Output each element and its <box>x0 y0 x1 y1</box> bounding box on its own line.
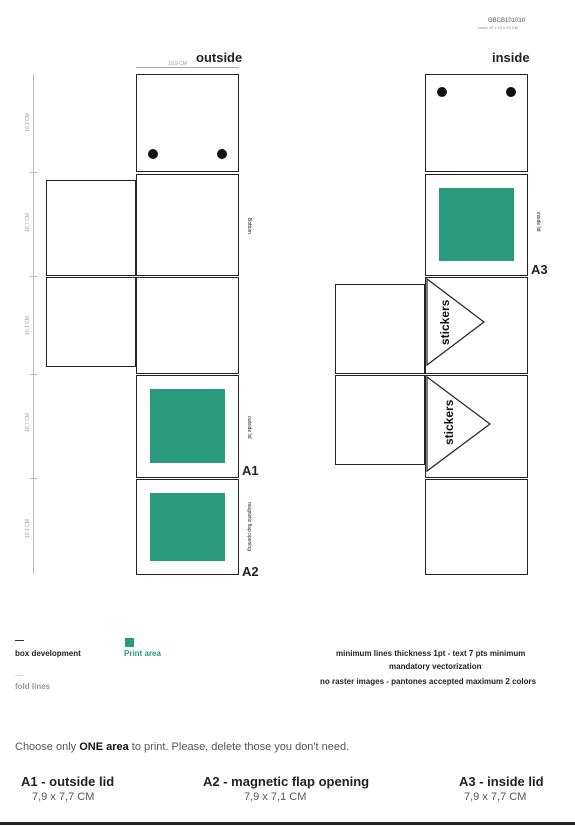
height-dimension-label: 10,1 CM <box>25 316 31 335</box>
sticker-label: stickers <box>442 399 456 445</box>
height-dimension-label: 10,1 CM <box>25 519 31 538</box>
instruction-suffix: to print. Please, delete those you don't need. <box>128 741 350 753</box>
footer-rule <box>0 822 575 825</box>
sticker-label: stickers <box>438 299 452 345</box>
fold-lines-label: fold lines <box>15 682 51 691</box>
height-dimension-label: 10,7 CM <box>25 213 31 232</box>
area-a2-size: 7,9 x 7,1 CM <box>244 791 307 803</box>
area-a2-title: A2 - magnetic flap opening <box>203 774 370 789</box>
requirement-line: no raster images - pantones accepted maximum 2 colors <box>320 677 537 686</box>
area-a3-title: A3 - inside lid <box>459 774 544 789</box>
box-development-label: box development <box>15 649 81 658</box>
sticker-triangle <box>427 377 490 471</box>
fold-lines-dots: .... <box>15 669 24 678</box>
instruction-text <box>15 741 349 753</box>
outside-lid-label: outside lid <box>246 416 252 439</box>
sticker-triangle <box>427 279 484 365</box>
instruction-prefix: Choose only <box>15 741 80 753</box>
instruction-bold: ONE area <box>79 741 129 753</box>
area-a2-tag: A2 <box>242 564 259 579</box>
area-a3-size: 7,9 x 7,7 CM <box>464 791 527 803</box>
requirement-line: minimum lines thickness 1pt - text 7 pts minimum <box>336 649 526 658</box>
inside-heading: inside <box>492 50 530 65</box>
magnetic-flap-label: magnetic flap opening <box>246 502 252 551</box>
product-code: GBCB101010 <box>488 18 526 24</box>
requirement-line: mandatory vectorization <box>389 662 482 671</box>
print-area-swatch <box>125 638 134 647</box>
box-development-line <box>15 640 24 641</box>
area-a3-tag: A3 <box>531 262 548 277</box>
print-area-label: Print area <box>124 649 161 658</box>
area-a1-tag: A1 <box>242 463 259 478</box>
bottom-label: Bottom <box>246 218 252 234</box>
inside-lid-label: inside lid <box>535 212 541 232</box>
width-dimension: 10,9 CM <box>168 61 187 67</box>
area-a1-size: 7,9 x 7,7 CM <box>32 791 95 803</box>
height-dimension-label: 10,7 CM <box>25 413 31 432</box>
size-note: cover 10 x 10 x 10 CM <box>478 25 519 30</box>
outside-heading: outside <box>196 50 243 65</box>
height-dimension-label: 10,1 CM <box>25 113 31 132</box>
area-a1-title: A1 - outside lid <box>21 774 115 789</box>
